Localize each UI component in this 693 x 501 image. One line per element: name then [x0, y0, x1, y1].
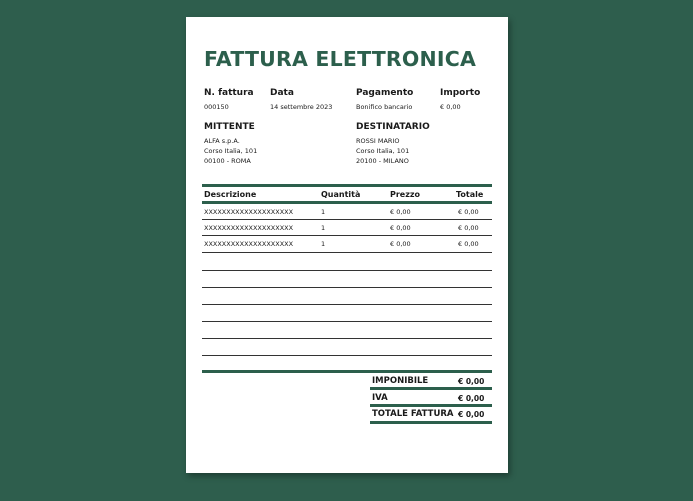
vat-value: € 0,00	[458, 394, 485, 403]
col-header-description: Descrizione	[204, 190, 257, 199]
col-header-quantity: Quantità	[321, 190, 361, 199]
table-header-rule	[202, 201, 492, 204]
row-quantity: 1	[321, 240, 326, 248]
empty-row-line	[202, 287, 492, 288]
row-divider	[202, 219, 492, 220]
empty-row-line	[202, 304, 492, 305]
row-total: € 0,00	[458, 208, 479, 216]
sender-line: ALFA s.p.A.	[204, 137, 240, 145]
recipient-label: DESTINATARIO	[356, 122, 430, 132]
invoice-title: FATTURA ELETTRONICA	[204, 47, 477, 71]
row-total: € 0,00	[458, 224, 479, 232]
table-top-rule	[202, 184, 492, 187]
amount-value: € 0,00	[440, 103, 461, 111]
col-header-price: Prezzo	[390, 190, 421, 199]
grand-total-value: € 0,00	[458, 410, 485, 419]
row-price: € 0,00	[390, 224, 411, 232]
row-description: XXXXXXXXXXXXXXXXXXXX	[204, 208, 294, 216]
subtotal-label: IMPONIBILE	[372, 376, 429, 386]
empty-row-line	[202, 270, 492, 271]
row-divider	[202, 235, 492, 236]
recipient-line: 20100 - MILANO	[356, 157, 409, 165]
row-description: XXXXXXXXXXXXXXXXXXXX	[204, 240, 294, 248]
payment-value: Bonifico bancario	[356, 103, 413, 111]
recipient-line: Corso Italia, 101	[356, 147, 410, 155]
row-divider	[202, 252, 492, 253]
sender-line: 00100 - ROMA	[204, 157, 251, 165]
recipient-line: ROSSI MARIO	[356, 137, 400, 145]
table-bottom-rule	[202, 370, 492, 373]
payment-label: Pagamento	[356, 88, 414, 98]
amount-label: Importo	[440, 88, 481, 98]
row-quantity: 1	[321, 208, 326, 216]
subtotal-value: € 0,00	[458, 377, 485, 386]
sender-label: MITTENTE	[204, 122, 255, 132]
sender-address	[204, 136, 257, 166]
col-header-total: Totale	[456, 190, 484, 199]
row-description: XXXXXXXXXXXXXXXXXXXX	[204, 224, 294, 232]
row-total: € 0,00	[458, 240, 479, 248]
row-price: € 0,00	[390, 240, 411, 248]
vat-label: IVA	[372, 393, 388, 403]
invoice-number-value: 000150	[204, 103, 229, 111]
invoice-number-label: N. fattura	[204, 88, 254, 98]
empty-row-line	[202, 355, 492, 356]
sender-line: Corso Italia, 101	[204, 147, 258, 155]
totals-rule	[370, 387, 492, 390]
totals-rule	[370, 404, 492, 407]
empty-row-line	[202, 321, 492, 322]
recipient-address	[356, 136, 409, 166]
grand-total-label: TOTALE FATTURA	[372, 409, 454, 419]
empty-row-line	[202, 338, 492, 339]
date-label: Data	[270, 88, 294, 98]
date-value: 14 settembre 2023	[270, 103, 333, 111]
totals-rule	[370, 421, 492, 424]
row-price: € 0,00	[390, 208, 411, 216]
row-quantity: 1	[321, 224, 326, 232]
invoice-page	[186, 17, 508, 473]
